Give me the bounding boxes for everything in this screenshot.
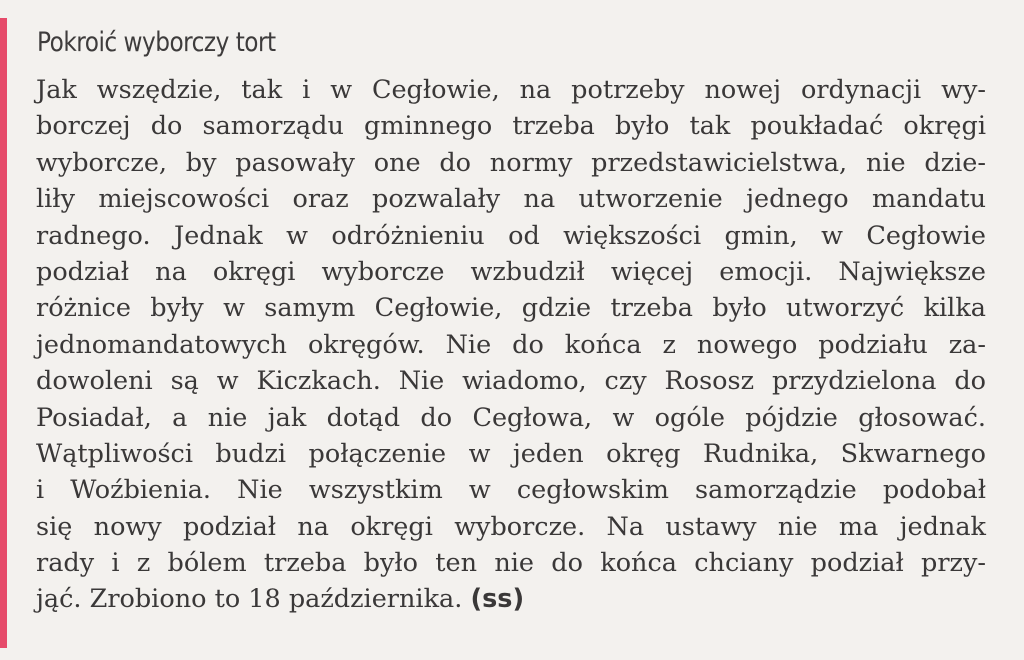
article-line: liły miejscowości oraz pozwalały na utworzenie jednego mandatu xyxy=(36,184,986,215)
article-line: i Woźbienia. Nie wszystkim w cegłowskim samorządzie podobał xyxy=(36,475,986,506)
article-line: Jak wszędzie, tak i w Cegłowie, na potrzeby nowej ordynacji wy- xyxy=(36,75,986,105)
article-line: Posiadał, a nie jak dotąd do Cegłowa, w ogóle pójdzie głosować. xyxy=(36,402,986,433)
article-line: jąć. Zrobiono to 18 października. xyxy=(36,584,463,615)
red-edge-stripe xyxy=(0,18,7,648)
article-line: radnego. Jednak w odróżnieniu od większości gmin, w Cegłowie xyxy=(36,220,986,251)
article-line: Wątpliwości budzi połączenie w jeden okręg Rudnika, Skwarnego xyxy=(36,438,986,469)
article-line: rady i z bólem trzeba było ten nie do końca chciany podział przy- xyxy=(36,548,986,579)
article-headline: Pokroić wyborczy tort xyxy=(37,27,276,58)
author-signature: (ss) xyxy=(470,584,525,615)
article-line: podział na okręgi wyborcze wzbudził więcej emocji. Największe xyxy=(36,256,986,287)
article-line: jednomandatowych okręgów. Nie do końca z nowego podziału za- xyxy=(36,329,986,360)
article-line: dowoleni są w Kiczkach. Nie wiadomo, czy Rososz przydzielona do xyxy=(36,366,986,397)
article-line: różnice były w samym Cegłowie, gdzie trzeba było utworzyć kilka xyxy=(36,293,986,324)
article-line: wyborcze, by pasowały one do normy przedstawicielstwa, nie dzie- xyxy=(36,147,986,178)
article-line: borczej do samorządu gminnego trzeba było tak poukładać okręgi xyxy=(36,111,986,142)
article-last-line xyxy=(36,581,986,617)
article-body xyxy=(36,72,986,618)
article-line: się nowy podział na okręgi wyborcze. Na ustawy nie ma jednak xyxy=(36,511,986,542)
